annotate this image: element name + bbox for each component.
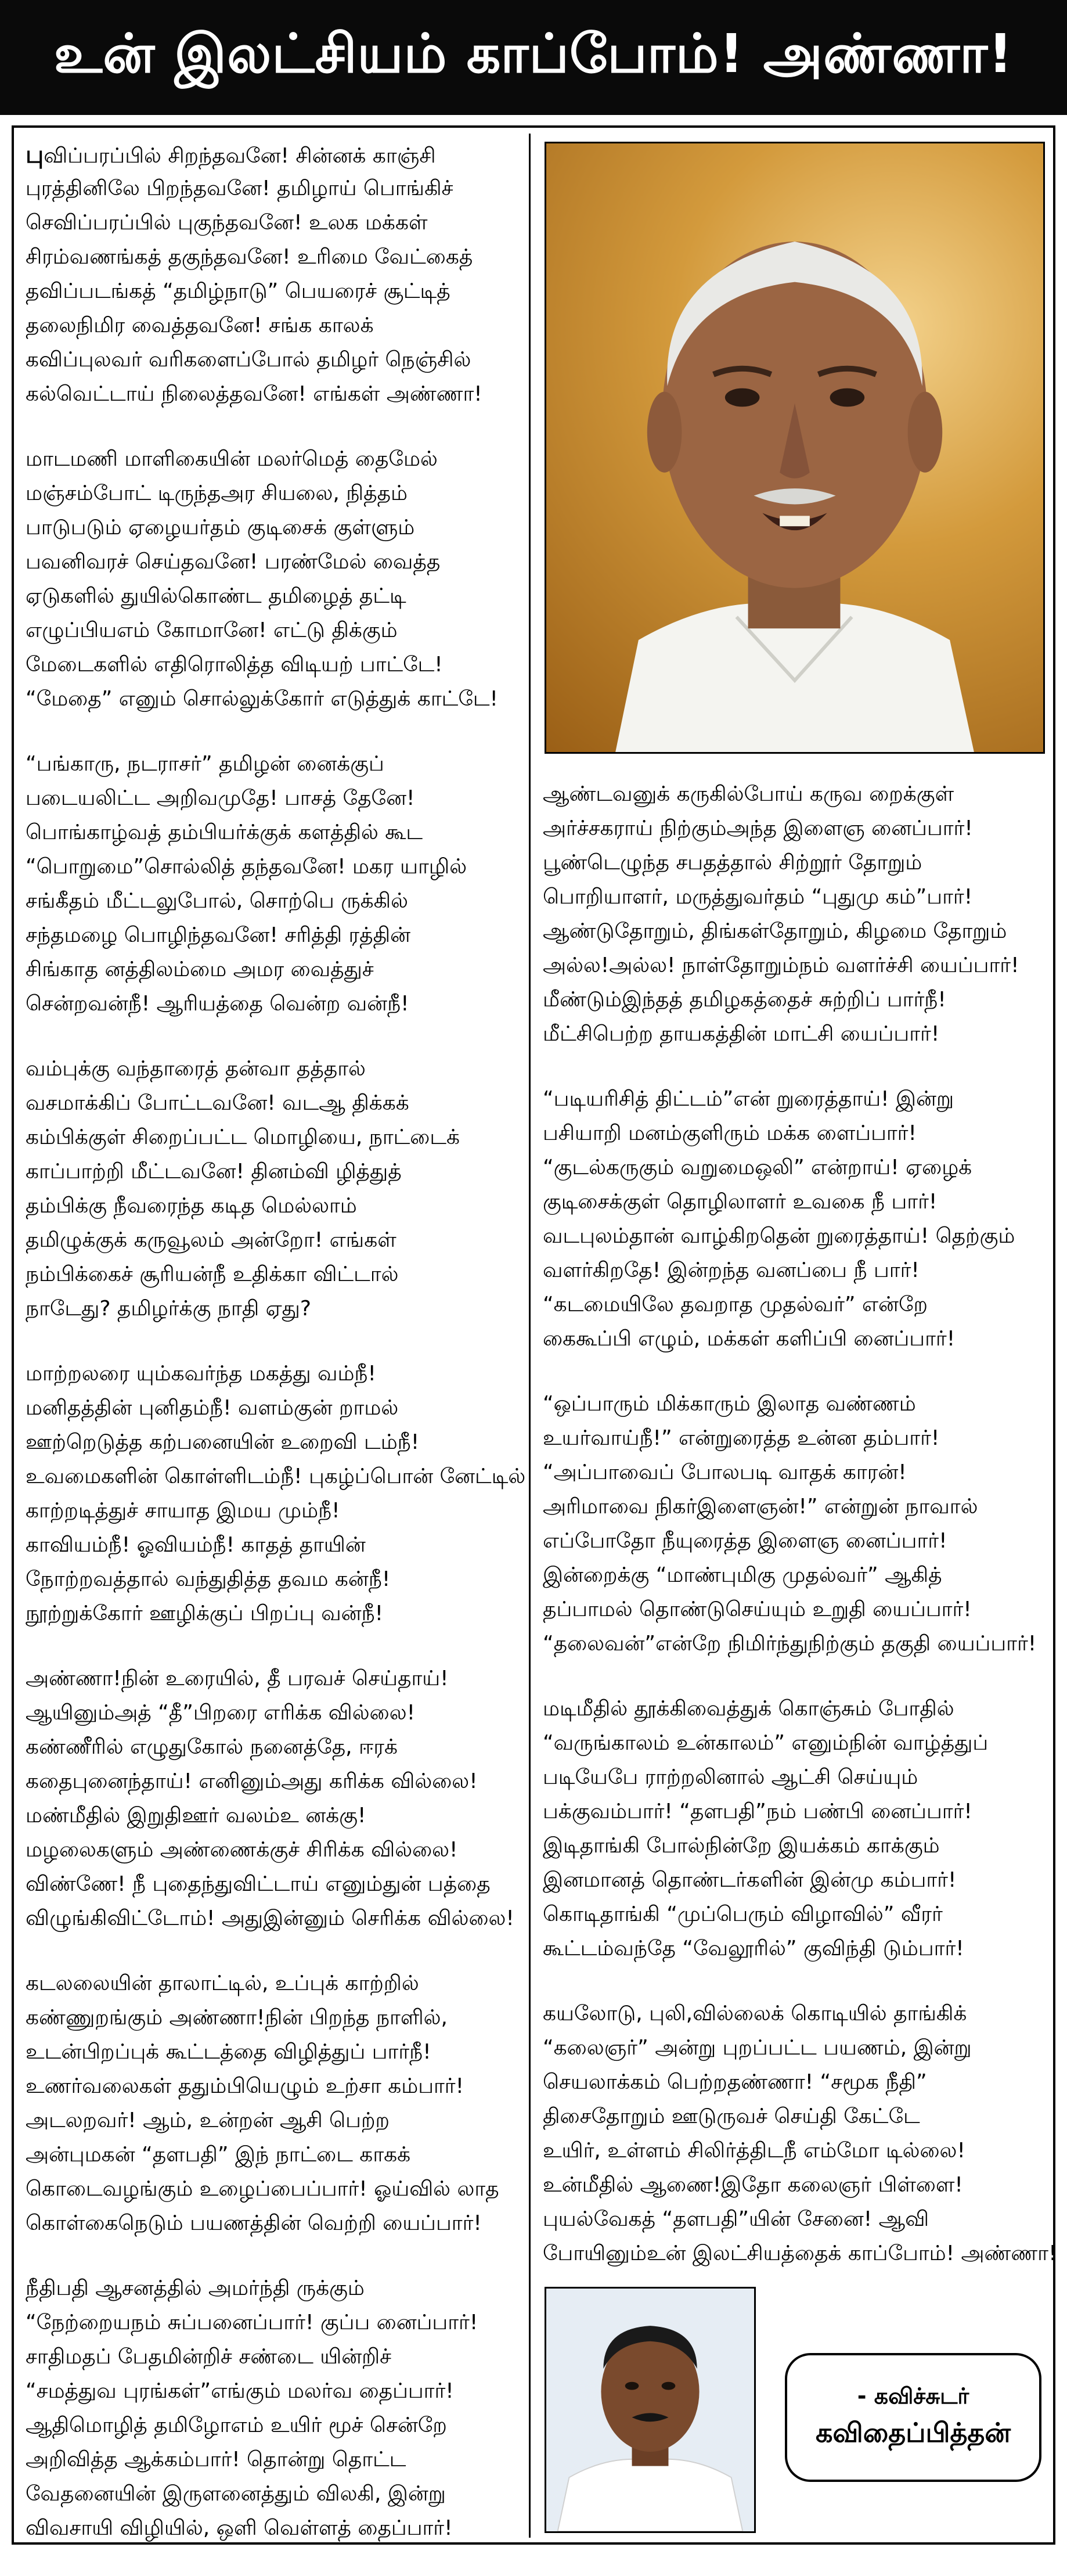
leader-portrait-image [545, 142, 1045, 754]
poem-line: திசைதோறும் ஊடுருவச் செய்தி கேட்டே [543, 2104, 920, 2128]
poem-line: சிங்காத னத்திலம்மை அமர வைத்துச் [26, 958, 374, 981]
poem-line: “வருங்காலம் உன்காலம்” எனும்நின் வாழ்த்துப் [543, 1731, 989, 1755]
poem-line: தலைநிமிர வைத்தவனே! சங்க காலக் [26, 314, 374, 337]
poem-line: “நேற்றையநம் சுப்பனைப்பார்! குப்ப னைப்பார்! [26, 2311, 478, 2334]
poem-line: வேதனையின் இருளனைத்தும் விலகி, இன்று [26, 2482, 446, 2506]
right_column-stanza [543, 1387, 1054, 1661]
poem-line: காவியம்நீ! ஓவியம்நீ! காதத் தாயின் [26, 1533, 366, 1557]
poem-line: அடலறவர்! ஆம், உன்றன் ஆசி பெற்ற [26, 2109, 390, 2132]
poem-line: உணர்வலைகள் ததும்பியெழும் உற்சா கம்பார்! [26, 2074, 464, 2098]
poem-line: பவனிவரச் செய்தவனே! பரண்மேல் வைத்த [26, 550, 441, 574]
left_column-stanza [26, 442, 519, 716]
left_column-stanza [26, 1357, 526, 1631]
author-designation: - கவிச்சுடர் [857, 2383, 969, 2409]
poem-line: ஆண்டவனுக் கருகில்போய் கருவ றைக்குள் [543, 782, 954, 806]
poem-line: செவிப்பரப்பில் புகுந்தவனே! உலக மக்கள் [26, 211, 428, 235]
poem-line: மண்மீதில் இறுதிஊர் வலம்உ னக்கு! [26, 1804, 366, 1827]
poem-line: காப்பாற்றி மீட்டவனே! தினம்வி ழித்துத் [26, 1160, 402, 1183]
poem-line: சந்தமழை பொழிந்தவனே! சரித்தி ரத்தின் [26, 923, 411, 947]
poem-line: நாடேது? தமிழர்க்கு நாதி ஏது? [26, 1297, 311, 1321]
poem-line: உன்மீதில் ஆணை!இதோ கலைஞர் பிள்ளை! [543, 2173, 963, 2197]
poem-line: “மேதை” எனும் சொல்லுக்கோர் எடுத்துக் காட்டே! [26, 687, 498, 711]
right_column-stanza [543, 777, 1054, 1051]
poem-line: கொடைவழங்கும் உழைப்பைப்பார்! ஓய்வில் லாத [26, 2177, 499, 2201]
poem-line: அரிமாவை நிகர்இளைஞன்!” என்றுன் நாவால் [543, 1495, 978, 1519]
right_column-stanza [543, 1692, 1054, 1966]
poem-line: எழுப்பியஎம் கோமானே! எட்டு திக்கும் [26, 618, 398, 642]
poem-line: பாடுபடும் ஏழையர்தம் குடிசைக் குள்ளும் [26, 516, 415, 539]
title-banner [0, 0, 1067, 115]
poem-line: மாற்றலரை யும்கவர்ந்த மகத்து வம்நீ! [26, 1362, 376, 1386]
left_column-stanza [26, 1661, 519, 1935]
poem-line: புவிப்பரப்பில் சிறந்தவனே! சின்னக் காஞ்சி [26, 140, 436, 168]
poem-line: உயர்வாய்நீ!” என்றுரைத்த உன்ன தம்பார்! [543, 1426, 940, 1450]
poem-line: நம்பிக்கைச் சூரியன்நீ உதிக்கா விட்டால் [26, 1262, 399, 1286]
poem-line: சென்றவன்நீ! ஆரியத்தை வென்ற வன்நீ! [26, 992, 409, 1016]
poem-line: சங்கீதம் மீட்டலுபோல், சொற்பெ ருக்கில் [26, 889, 409, 913]
poem-right-column [543, 777, 1057, 2301]
poem-line: எப்போதோ நீயுரைத்த இளைஞ னைப்பார்! [543, 1529, 947, 1553]
poem-line: “பொறுமை”சொல்லித் தந்தவனே! மகர யாழில் [26, 855, 467, 879]
poem-line: செயலாக்கம் பெற்றதண்ணா! “சமூக நீதி” [543, 2070, 927, 2094]
poem-line: இனமானத் தொண்டர்களின் இன்மு கம்பார்! [543, 1868, 957, 1892]
left_column-stanza [26, 1052, 519, 1326]
poem-line: கல்வெட்டாய் நிலைத்தவனே! எங்கள் அண்ணா! [26, 382, 482, 406]
poem-line: உவமைகளின் கொள்ளிடம்நீ! புகழ்ப்பொன் னேட்டில் [26, 1465, 526, 1488]
poem-line: பொங்காழ்வத் தம்பியர்க்குக் களத்தில் கூட [26, 821, 423, 844]
right_column-stanza [543, 1082, 1054, 1356]
poem-line: கொள்கைநெடும் பயணத்தின் வெற்றி யைப்பார்! [26, 2211, 482, 2235]
poem-line: அன்புமகன் “தளபதி” இந் நாட்டை காகக் [26, 2143, 411, 2167]
poem-line: “அப்பாவைப் போலபடி வாதக் காரன்! [543, 1460, 907, 1484]
poem-line: “படியரிசித் திட்டம்”என் றுரைத்தாய்! இன்று [543, 1087, 954, 1111]
poem-line: கயலோடு, புலி,வில்லைக் கொடியில் தாங்கிக் [543, 2002, 967, 2025]
poem-line: மீட்சிபெற்ற தாயகத்தின் மாட்சி யைப்பார்! [543, 1022, 940, 1046]
poem-line: “குடல்கருகும் வறுமைஒலி” என்றாய்! ஏழைக் [543, 1156, 972, 1179]
poem-line: தவிப்படங்கத் “தமிழ்நாடு” பெயரைச் சூட்டித் [26, 279, 450, 303]
poem-line: ஊற்றெடுத்த கற்பனையின் உறைவி டம்நீ! [26, 1430, 420, 1454]
page-title: உன் இலட்சியம் காப்போம்! அண்ணா! [53, 23, 1014, 85]
poem-line: அல்ல!அல்ல! நாள்தோறும்நம் வளர்ச்சி யைப்பார்! [543, 954, 1019, 977]
poem-line: புயல்வேகத் “தளபதி”யின் சேனை! ஆவி [543, 2207, 929, 2231]
right_column-stanza [543, 1996, 1057, 2271]
poem-line: “சமத்துவ புரங்கள்”எங்கும் மலர்வ தைப்பார்! [26, 2379, 454, 2403]
poem-line: கூட்டம்வந்தே “வேலூரில்” குவிந்தி டும்பார்! [543, 1937, 964, 1960]
poem-line: கடலலையின் தாலாட்டில், உப்புக் காற்றில் [26, 1971, 419, 1995]
poem-line: நூற்றுக்கோர் ஊழிக்குப் பிறப்பு வன்நீ! [26, 1602, 384, 1625]
poem-line: கொடிதாங்கி “முப்பெரும் விழாவில்” வீரர் [543, 1902, 943, 1926]
poem-line: நீதிபதி ஆசனத்தில் அமர்ந்தி ருக்கும் [26, 2276, 365, 2300]
poem-line: வடபுலம்தான் வாழ்கிறதென் றுரைத்தாய்! தெற்கும் [543, 1224, 1015, 1248]
poem-line: கம்பிக்குள் சிறைப்பட்ட மொழியை, நாட்டைக் [26, 1125, 460, 1149]
poem-line: மனிதத்தின் புனிதம்நீ! வளம்குன் றாமல் [26, 1396, 399, 1420]
author-name: கவிதைப்பித்தன் [816, 2416, 1011, 2448]
poem-line: படியேபே ராற்றலினால் ஆட்சி செய்யும் [543, 1765, 918, 1789]
poem-line: விவசாயி விழியில், ஒளி வெள்ளத் தைப்பார்! [26, 2516, 453, 2540]
poem-line: கவிப்புலவர் வரிகளைப்போல் தமிழர் நெஞ்சில் [26, 348, 471, 372]
poem-line: உடன்பிறப்புக் கூட்டத்தை விழித்துப் பார்நீ! [26, 2040, 431, 2064]
poem-line: நோற்றவத்தால் வந்துதித்த தவம கன்நீ! [26, 1567, 391, 1591]
poem-line: உயிர், உள்ளம் சிலிர்த்திடநீ எம்மோ டில்லை! [543, 2139, 965, 2163]
poem-line: ஆயினும்அத் “தீ”பிறரை எரிக்க வில்லை! [26, 1701, 416, 1725]
poem-line: “பங்காரு, நடராசர்” தமிழன் னைக்குப் [26, 752, 384, 776]
poem-line: சிரம்வணங்கத் தகுந்தவனே! உரிமை வேட்கைத் [26, 245, 473, 269]
poem-line: இன்றைக்கு “மாண்புமிகு முதல்வர்” ஆகித் [543, 1563, 942, 1587]
poem-line: வசமாக்கிப் போட்டவனே! வடஆ திக்கக் [26, 1091, 409, 1115]
poem-line: தப்பாமல் தொண்டுசெய்யும் உறுதி யைப்பார்! [543, 1598, 972, 1621]
poem-line: மாடமணி மாளிகையின் மலர்மெத் தைமேல் [26, 447, 438, 471]
poem-line: சாதிமதப் பேதமின்றிச் சண்டை யின்றிச் [26, 2345, 392, 2369]
poem-line: ஏடுகளில் துயில்கொண்ட தமிழைத் தட்டி [26, 584, 406, 608]
poem-line: கதைபுனைந்தாய்! எனினும்அது கரிக்க வில்லை! [26, 1769, 478, 1793]
poem-line: அர்ச்சகராய் நிற்கும்அந்த இளைஞ னைப்பார்! [543, 816, 973, 840]
poem-line: “தலைவன்”என்றே நிமிர்ந்துநிற்கும் தகுதி யைப்பார்! [543, 1632, 1037, 1656]
left_column-stanza [26, 747, 519, 1021]
poem-line: தமிழுக்குக் கருவூலம் அன்றோ! எங்கள் [26, 1228, 396, 1252]
poem-line: விழுங்கிவிட்டோம்! அதுஇன்னும் செரிக்க வில்லை! [26, 1906, 514, 1930]
left_column-stanza [26, 2271, 519, 2545]
poem-line: அண்ணா!நின் உரையில், தீ பரவச் செய்தாய்! [26, 1667, 449, 1690]
poem-line: மீண்டும்இந்தத் தமிழகத்தைச் சுற்றிப் பார்நீ! [543, 988, 946, 1012]
poem-line: மடிமீதில் தூக்கிவைத்துக் கொஞ்சும் போதில் [543, 1697, 954, 1721]
poem-line: பொறியாளர், மருத்துவர்தம் “புதுமு கம்”பார்! [543, 885, 973, 909]
poem-line: “ஒப்பாரும் மிக்காரும் இலாத வண்ணம் [543, 1392, 916, 1416]
poem-line: குடிசைக்குள் தொழிலாளர் உவகை நீ பார்! [543, 1190, 938, 1214]
poem-line: பக்குவம்பார்! “தளபதி”நம் பண்பி னைப்பார்! [543, 1800, 972, 1823]
poem-line: போயினும்உன் இலட்சியத்தைக் காப்போம்! அண்ணா! [543, 2242, 1057, 2265]
poem-line: புரத்தினிலே பிறந்தவனே! தமிழாய் பொங்கிச் [26, 177, 453, 200]
poem-line: இடிதாங்கி போல்நின்றே இயக்கம் காக்கும் [543, 1834, 940, 1858]
left_column-stanza [26, 137, 519, 411]
poem-line: விண்ணே! நீ புதைந்துவிட்டாய் எனும்துன் பத்தை [26, 1872, 491, 1896]
poem-line: மேடைகளில் எதிரொலித்த விடியற் பாட்டே! [26, 653, 443, 677]
poem-line: வம்புக்கு வந்தாரைத் தன்வா தத்தால் [26, 1057, 366, 1081]
poem-line: வளர்கிறதே! இன்றந்த வனப்பை நீ பார்! [543, 1258, 920, 1282]
poem-line: கண்ணுறங்கும் அண்ணா!நின் பிறந்த நாளில், [26, 2006, 448, 2030]
poem-line: “கடமையிலே தவறாத முதல்வர்” என்றே [543, 1293, 928, 1316]
poem-left-column [26, 137, 526, 2576]
poem-line: கைகூப்பி எழும், மக்கள் களிப்பி னைப்பார்! [543, 1327, 956, 1351]
poem-line: அறிவித்த ஆக்கம்பார்! தொன்று தொட்ட [26, 2448, 406, 2471]
poem-line: கண்ணீரில் எழுதுகோல் நனைத்தே, ஈரக் [26, 1735, 398, 1759]
left_column-stanza [26, 1966, 519, 2240]
poem-line: மழலைகளும் அண்ணைக்குச் சிரிக்க வில்லை! [26, 1838, 458, 1862]
poem-line: ஆண்டுதோறும், திங்கள்தோறும், கிழமை தோறும் [543, 919, 1007, 943]
author-signature-box [785, 2353, 1041, 2482]
poem-line: மஞ்சம்போட் டிருந்தஅர சியலை, நித்தம் [26, 481, 408, 505]
poem-line: பூண்டெழுந்த சபதத்தால் சிற்றூர் தோறும் [543, 851, 922, 875]
poem-line: பசியாறி மனம்குளிரும் மக்க ளைப்பார்! [543, 1121, 917, 1145]
poem-line: காற்றடித்துச் சாயாத இமய மும்நீ! [26, 1499, 340, 1523]
poem-line: தம்பிக்கு நீவரைந்த கடித மெல்லாம் [26, 1194, 357, 1218]
poet-photo-image [545, 2287, 756, 2533]
column-divider [529, 134, 531, 2538]
poem-line: படையலிட்ட அறிவமுதே! பாசத் தேனே! [26, 786, 415, 810]
poem-line: ஆதிமொழித் தமிழோஎம் உயிர் மூச் சென்றே [26, 2413, 447, 2437]
poem-line: “கலைஞர்” அன்று புறப்பட்ட பயணம், இன்று [543, 2036, 972, 2060]
